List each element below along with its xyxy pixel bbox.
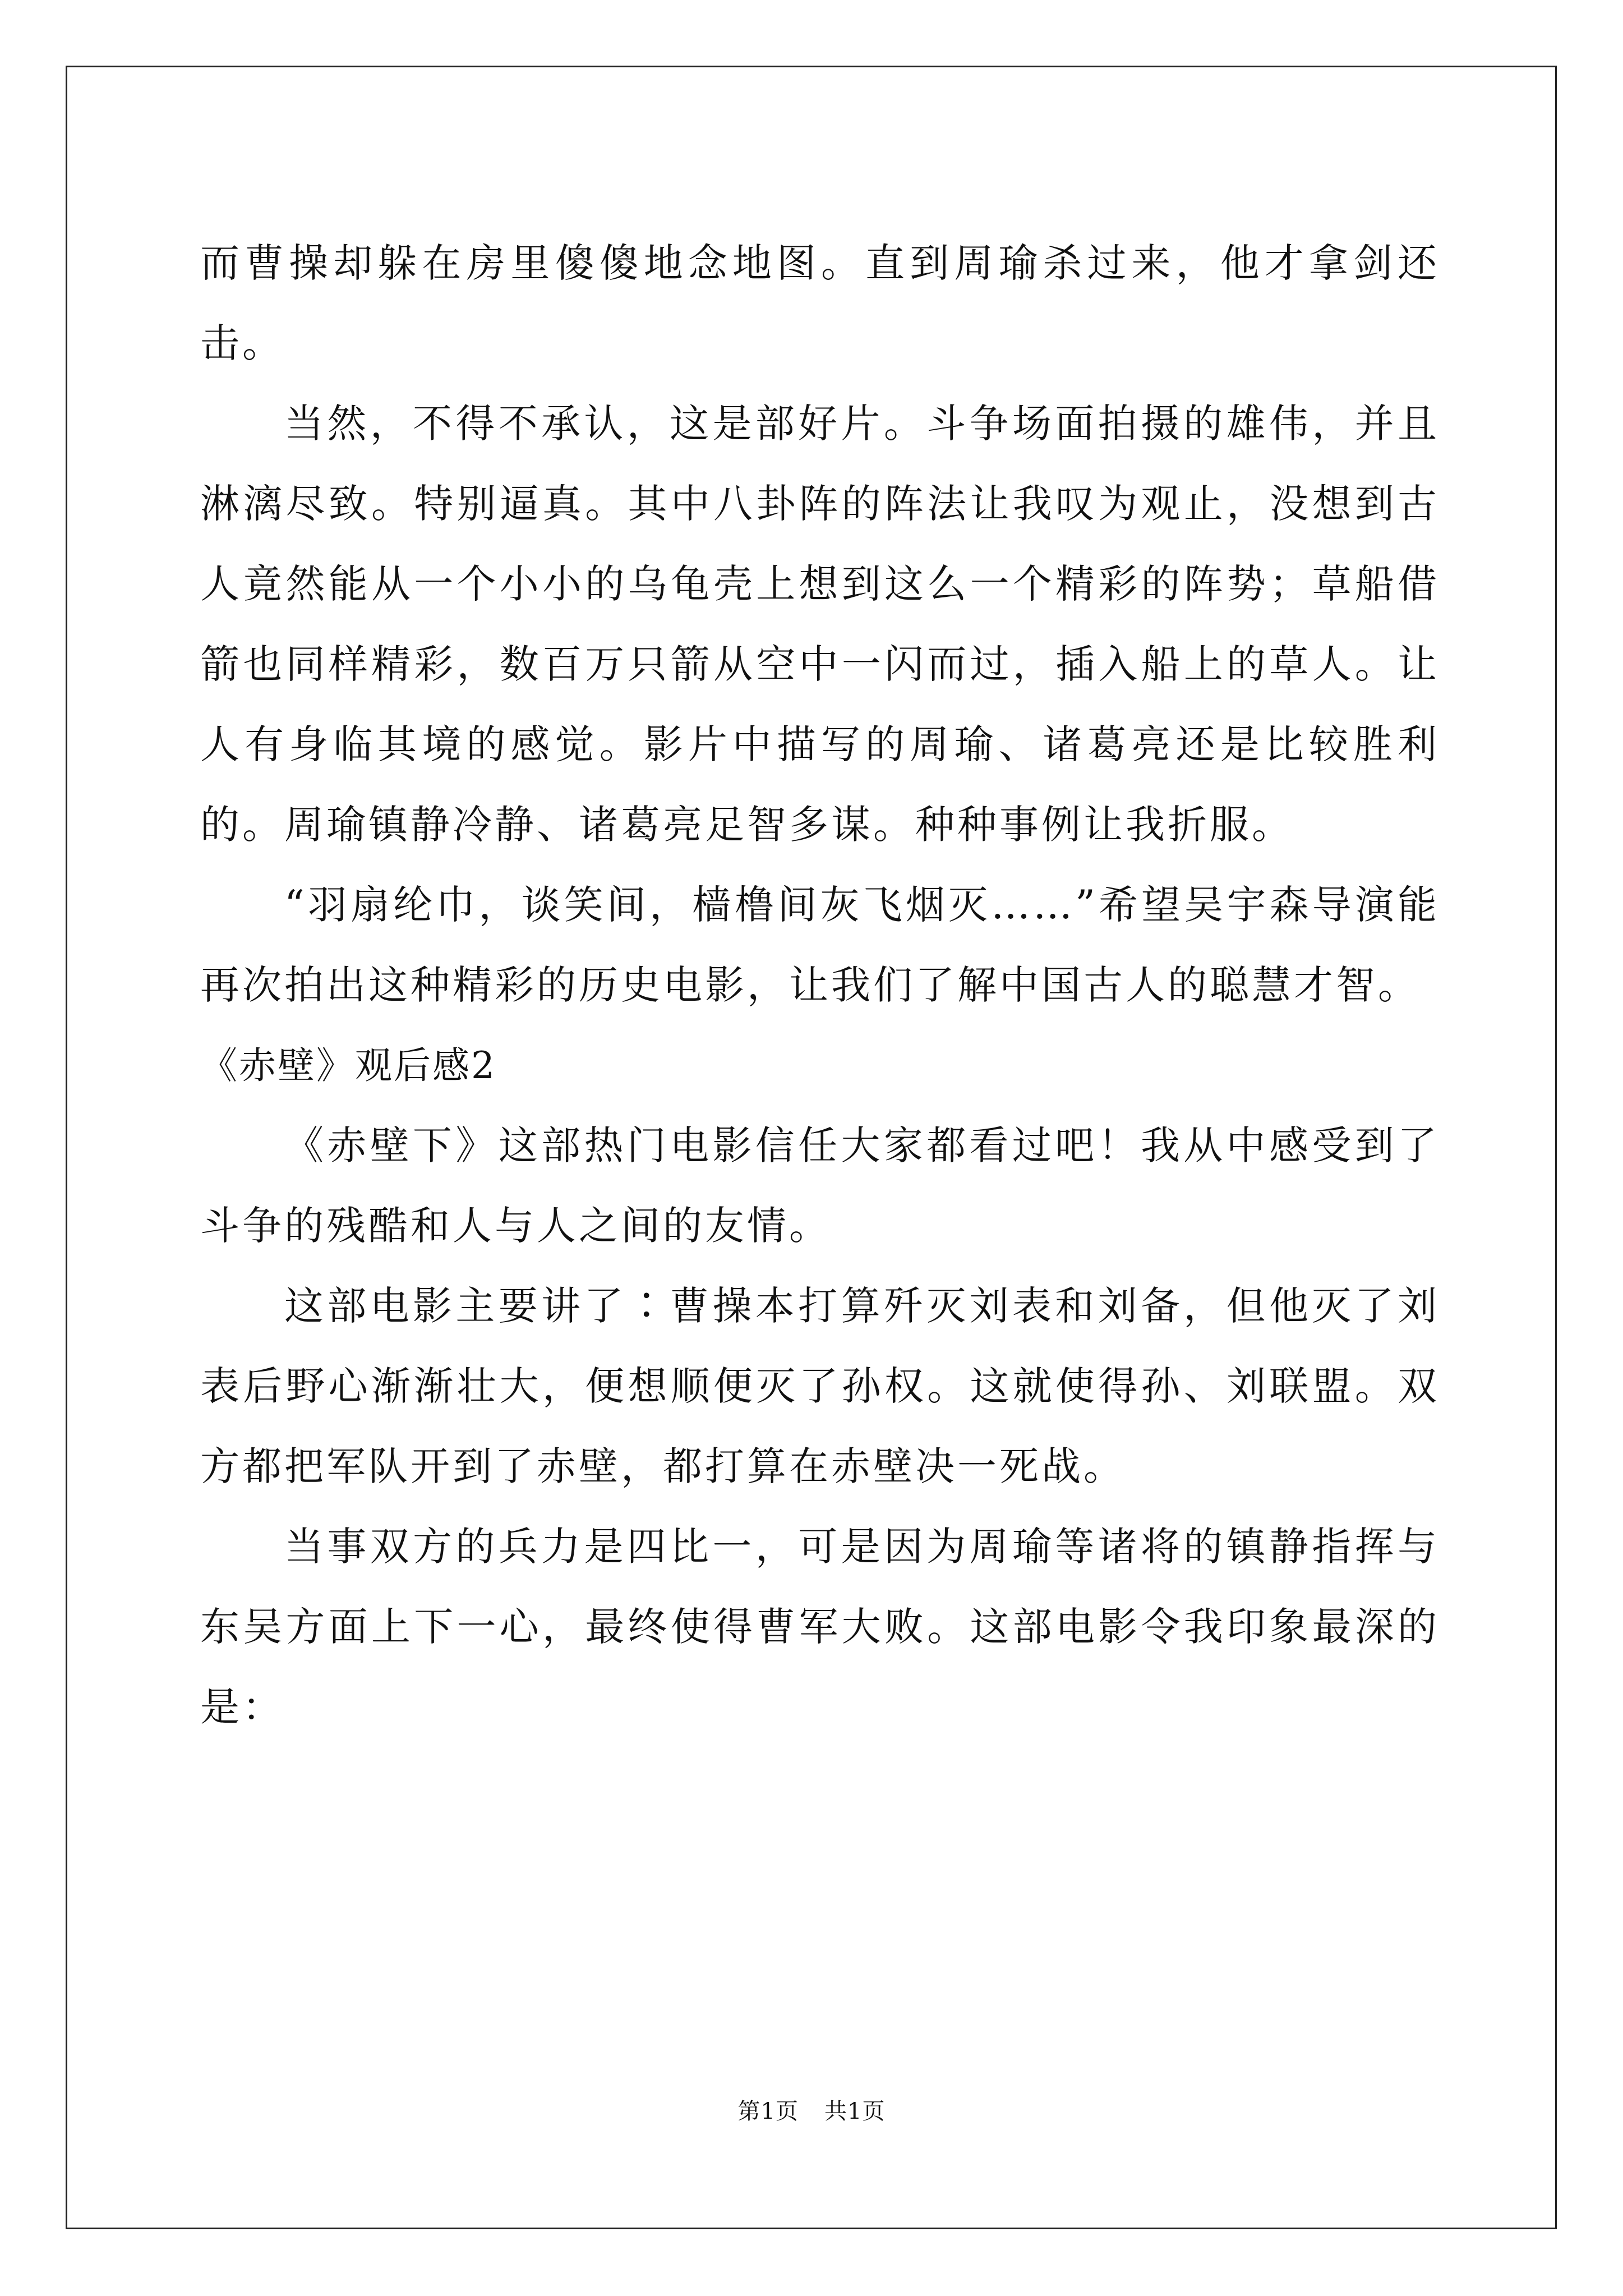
paragraph-1: 而曹操却躲在房里傻傻地念地图。直到周瑜杀过来，他才拿剑还击。 [200,240,1440,366]
paragraph-5: 这部电影主要讲了∶曹操本打算歼灭刘表和刘备，但他灭了刘表后野心渐渐壮大，便想顺便灭了孙权。这就使得孙、刘联盟。双方都把军队开到了赤壁，都打算在赤壁决一死战。 [200,1283,1440,1489]
total-pages: 共1页 [824,2099,886,2124]
paragraph-3: “羽扇纶巾，谈笑间，樯橹间灰飞烟灭……”希望吴宇森导演能再次拍出这种精彩的历史电影，让我们了解中国古人的聪慧才智。 [200,882,1440,1008]
paragraph-2: 当然，不得不承认，这是部好片。斗争场面拍摄的雄伟，并且淋漓尽致。特别逼真。其中八卦阵的阵法让我叹为观止，没想到古人竟然能从一个小小的乌龟壳上想到这么一个精彩的阵势；草船借箭也同样精彩，数百万只箭从空中一闪而过，插入船上的草人。让人有身临其境的感觉。影片中描写的周瑜、诸葛亮还是比较胜利的。周瑜镇静冷静、诸葛亮足智多谋。种种事例让我折服。 [200,401,1440,848]
page-number: 第1页 [737,2099,799,2124]
page-footer [0,2093,1623,2125]
section-heading: 《赤壁》观后感2 [200,1044,496,1087]
paragraph-4: 《赤壁下》这部热门电影信任大家都看过吧！我从中感受到了斗争的残酷和人与人之间的友情。 [200,1122,1440,1249]
paragraph-6: 当事双方的兵力是四比一，可是因为周瑜等诸将的镇静指挥与东吴方面上下一心，最终使得曹军大败。这部电影令我印象最深的是： [200,1524,1440,1730]
document-body [200,223,1440,1747]
